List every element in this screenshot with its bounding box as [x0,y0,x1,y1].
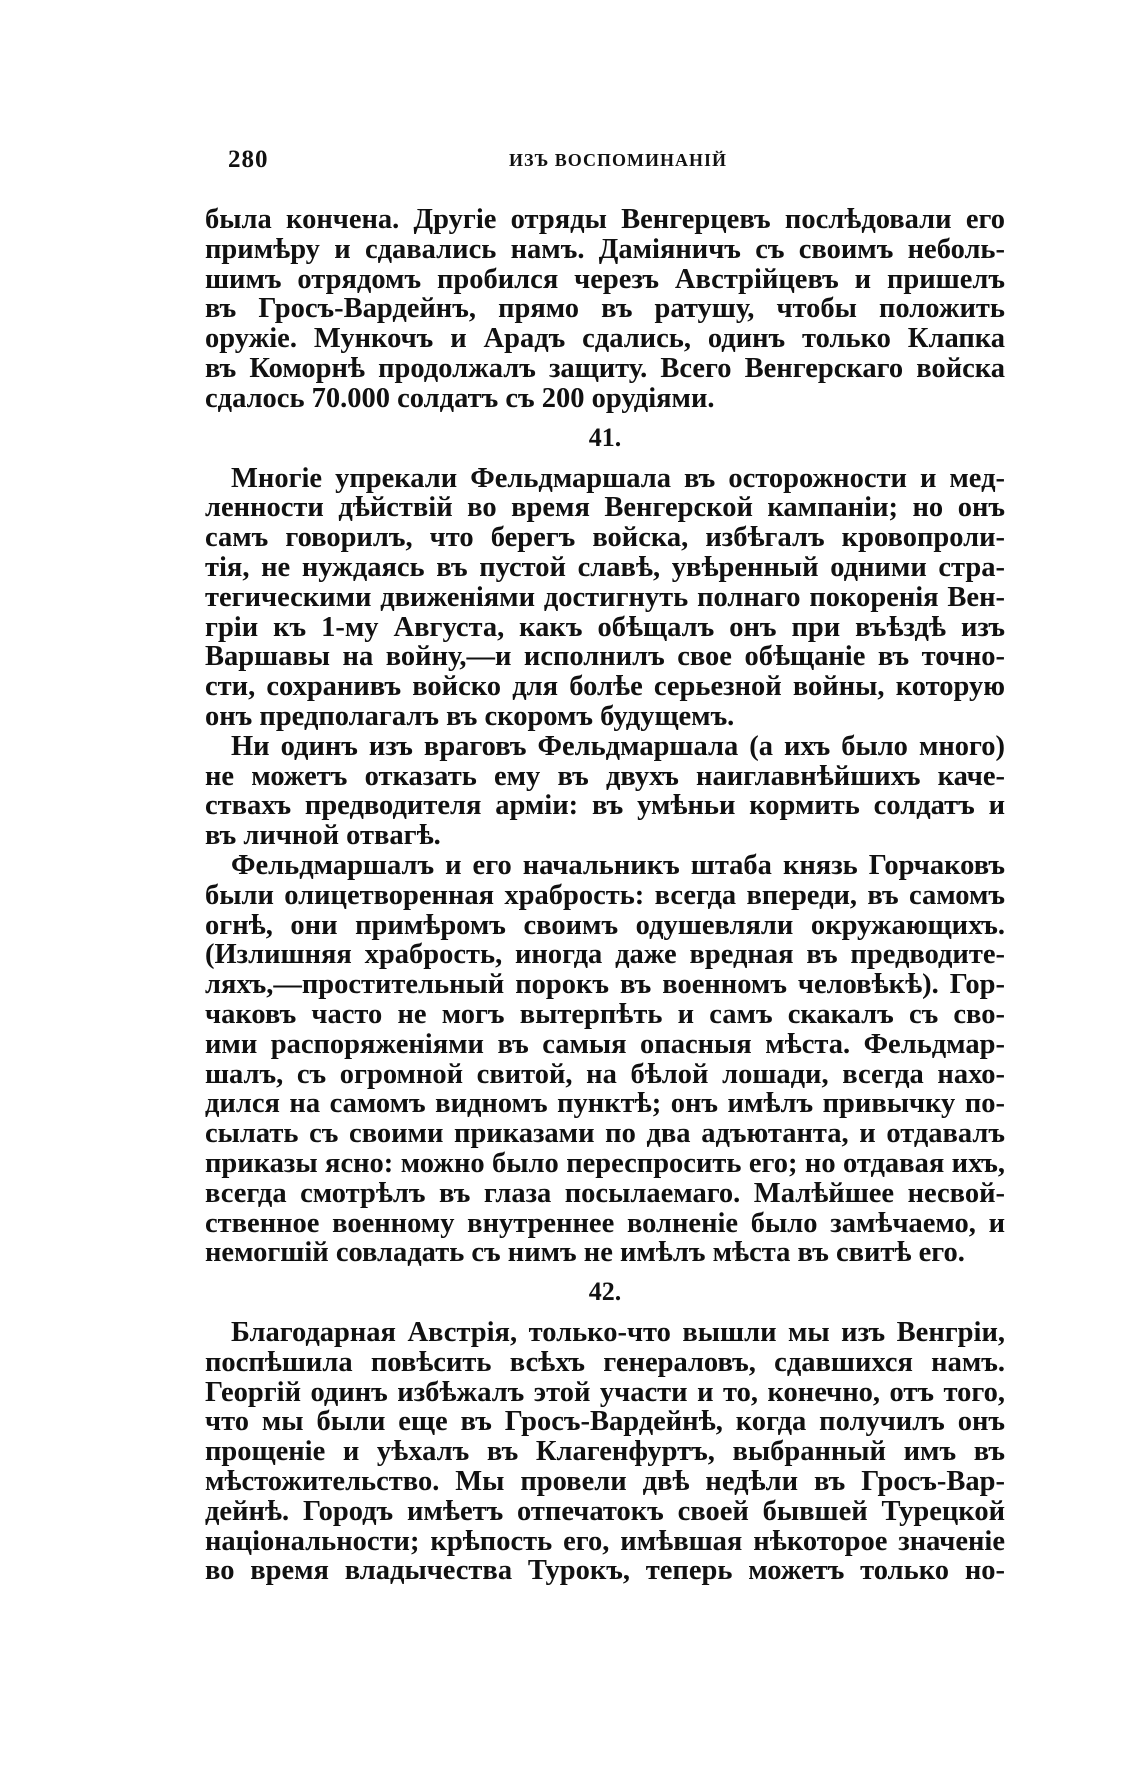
text-line: Георгій одинъ избѣжалъ этой участи и то, конечно, отъ того, [205,1377,1005,1408]
text-line: ляхъ,—простительный порокъ въ военномъ человѣкѣ). Гор- [205,970,1005,1000]
text-line: поспѣшила повѣсить всѣхъ генераловъ, сдавшихся намъ. [205,1347,1005,1378]
text-line: тія, не нуждаясь въ пустой славѣ, увѣренный одними стра- [205,552,1005,583]
text-line: была кончена. Другіе отряды Венгерцевъ послѣдовали его [205,205,1005,235]
text-line: въ Коморнѣ продолжалъ защиту. Всего Венгерскаго войска [205,353,1005,384]
text-line: шимъ отрядомъ пробился черезъ Австрійцевъ и пришелъ [205,264,1005,295]
text-line: ственное военному внутреннее волненіе было замѣчаемо, и [205,1208,1005,1239]
text-line: національности; крѣпость его, имѣвшая нѣкоторое значеніе [205,1526,1005,1557]
text-line: мѣстожительство. Мы провели двѣ недѣли въ Гросъ-Вар- [205,1467,1005,1497]
body-text [205,205,1005,1586]
paragraph [205,732,1005,851]
text-line: были олицетворенная храбрость: всегда впереди, въ самомъ [205,880,1005,911]
text-line: что мы были еще въ Гросъ-Вардейнѣ, когда получилъ онъ [205,1407,1005,1438]
text-line: Благодарная Австрія, только-что вышли мы изъ Венгріи, [231,1318,1005,1348]
text-line: дейнѣ. Городъ имѣетъ отпечатокъ своей бывшей Турецкой [205,1496,1005,1527]
section-number-42: 42. [588,1277,622,1307]
text-line: ствахъ предводителя арміи: въ умѣньи кормить солдатъ и [205,791,1005,822]
text-line: Фельдмаршалъ и его начальникъ штаба князь Горчаковъ [231,850,1005,881]
text-line: въ личной отвагѣ. [205,821,441,851]
text-line: онъ предполагалъ въ скоромъ будущемъ. [205,701,735,732]
text-line: не можетъ отказать ему въ двухъ наиглавнѣйшихъ каче- [205,761,1005,792]
text-line: огнѣ, они примѣромъ своимъ одушевляли окружающихъ. [205,910,1005,941]
page-number: 280 [228,146,269,173]
running-title: ИЗЪ ВОСПОМИНАНІЙ [509,150,727,170]
text-line: всегда смотрѣлъ въ глаза посылаемаго. Малѣйшее несвой- [205,1178,1005,1209]
text-line: Ни одинъ изъ враговъ Фельдмаршала (а ихъ было много) [231,731,1005,762]
text-line: сдалось 70.000 солдатъ съ 200 орудіями. [205,383,715,414]
paragraph [205,464,1005,732]
text-line: (Излишняя храбрость, иногда даже вредная въ предводите- [205,940,1005,971]
text-line: чаковъ часто не могъ вытерпѣть и самъ скакалъ съ сво- [205,999,1005,1030]
text-line: Многіе упрекали Фельдмаршала въ осторожности и мед- [231,463,1005,494]
text-line: приказы ясно: можно было переспросить его; но отдавая ихъ, [205,1148,1005,1179]
text-line: гріи къ 1-му Августа, какъ обѣщалъ онъ при въѣздѣ изъ [205,612,1005,643]
paragraph [205,851,1005,1268]
paragraph-continued [205,205,1005,414]
text-line: самъ говорилъ, что берегъ войска, избѣгалъ кровопроли- [205,523,1005,553]
text-line: сти, сохранивъ войско для болѣе серьезной войны, которую [205,672,1005,702]
section-number-41: 41. [588,422,622,452]
text-line: Варшавы на войну,—и исполнилъ свое обѣщаніе въ точно- [205,642,1005,673]
paragraph [205,1318,1005,1586]
text-line: дился на самомъ видномъ пунктѣ; онъ имѣлъ привычку по- [205,1089,1005,1120]
text-line: шалъ, съ огромной свитой, на бѣлой лошади, всегда нахо- [205,1059,1005,1090]
page-header [228,146,1008,176]
text-line: тегическими движеніями достигнуть полнаго покоренія Вен- [205,582,1005,613]
text-line: оружіе. Мункочъ и Арадъ сдались, одинъ только Клапка [205,324,1005,354]
text-line: въ Гросъ-Вардейнъ, прямо въ ратушу, чтобы положить [205,294,1005,325]
text-line: ими распоряженіями въ самыя опасныя мѣста. Фельдмар- [205,1029,1005,1060]
text-line: ленности дѣйствій во время Венгерской кампаніи; но онъ [205,493,1005,524]
text-line: сылать съ своими приказами по два адъютанта, и отдавалъ [205,1119,1005,1149]
text-line: прощеніе и уѣхалъ въ Клагенфуртъ, выбранный имъ въ [205,1437,1005,1468]
text-line: во время владычества Турокъ, теперь можетъ только но- [205,1556,1005,1587]
text-line: немогшій совладать съ нимъ не имѣлъ мѣста въ свитѣ его. [205,1238,965,1269]
text-line: примѣру и сдавались намъ. Даміяничъ съ своимъ неболь- [205,234,1005,265]
